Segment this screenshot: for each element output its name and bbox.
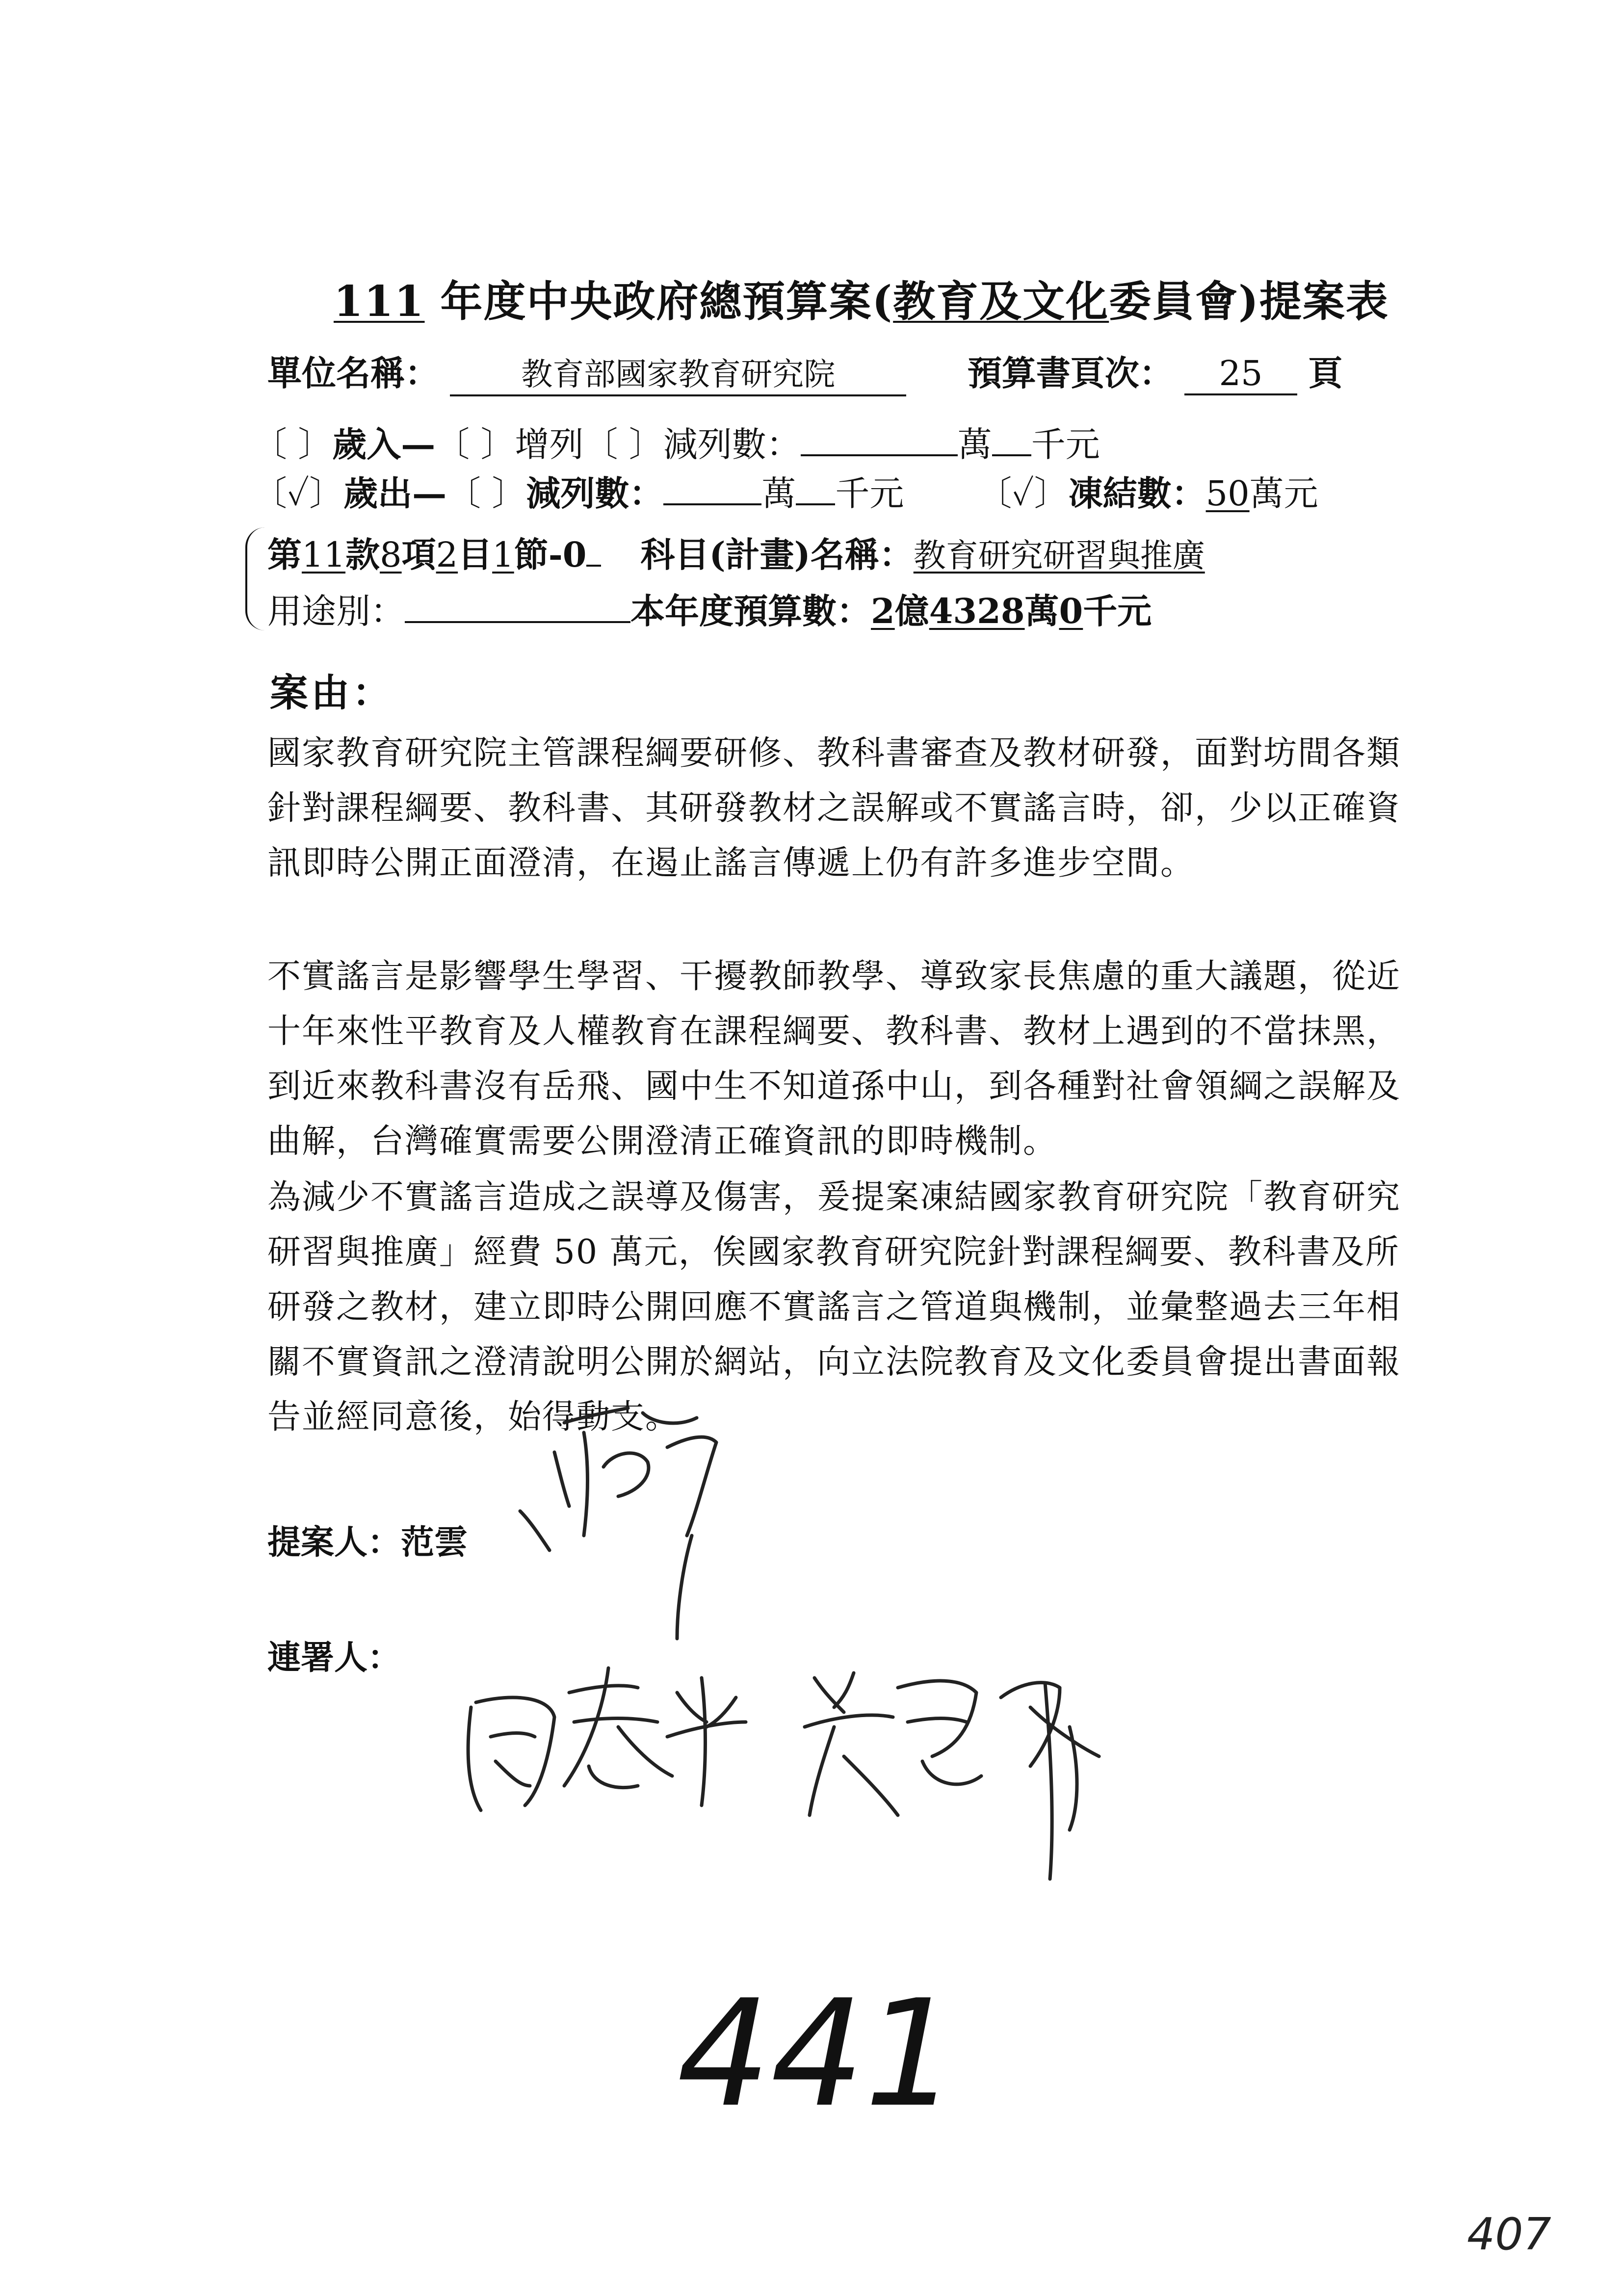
expense-decrease-checkbox: 〔 〕	[446, 473, 526, 514]
cosigner-signature-1	[468, 1668, 746, 1810]
mu-number: 2	[436, 535, 458, 575]
proposer-signature	[520, 1408, 716, 1639]
revenue-qian: 千元	[1031, 424, 1100, 465]
kuan-label: 款	[345, 534, 380, 575]
subject-label: 科目(計畫)名稱：	[640, 534, 914, 575]
kuan-number: 11	[302, 535, 346, 575]
unit-value: 教育部國家教育研究院	[450, 349, 906, 396]
proposer-name: 范雲	[401, 1523, 468, 1562]
freeze-unit: 萬元	[1249, 473, 1318, 514]
paragraph-1: 國家教育研究院主管課程綱要研修、教科書審查及教材研發，面對坊間各類針對課程綱要、教科書、其研發教材之誤解或不實謠言時，卻，少以正確資訊即時公開正面澄清，在遏止謠言傳遞上仍有許多進步空間。	[267, 734, 1401, 883]
subject-value: 教育研究研習與推廣	[913, 537, 1205, 574]
jie-label: 節-0	[514, 534, 587, 575]
title-committee: 教育及文化	[893, 277, 1109, 326]
expense-checkbox: 〔✓〕	[253, 473, 344, 514]
proposer-label: 提案人：	[267, 1523, 401, 1562]
increase-checkbox: 〔 〕	[435, 424, 515, 465]
jie-number: 1	[492, 535, 514, 575]
increase-label: 增列	[515, 424, 584, 465]
account-di: 第	[267, 534, 302, 575]
paragraph-2: 不實謠言是影響學生學習、干擾教師教學、導致家長焦慮的重大議題，從近十年來性平教育及人權教育在課程綱要、教科書、教材上遇到的不當抹黑，到近來教科書沒有岳飛、國中生不知道孫中山，到各種對社會領綱之誤解及曲解，台灣確實需要公開澄清正確資訊的即時機制。	[267, 957, 1401, 1161]
freeze-checkbox: 〔✓〕	[977, 473, 1069, 514]
wan-label: 萬	[1024, 591, 1059, 631]
budget-label: 本年度預算數：	[630, 591, 871, 631]
reason-heading: 案由：	[270, 671, 394, 715]
qian-label: 千元	[1083, 591, 1152, 631]
xiang-label: 項	[401, 534, 436, 575]
paragraph-3: 為減少不實謠言造成之誤導及傷害，爰提案凍結國家教育研究院「教育研究研習與推廣」經費 50 萬元，俟國家教育研究院針對課程綱要、教科書及所研發之教材，建立即時公開回應不實謠言之管道與機制，並彙整過去三年相關不實資訊之澄清說明公開於網站，向立法院教育及文化委員會提出書面報告並經同意後，始得動支。	[267, 1178, 1401, 1436]
qian-number: 0	[1059, 591, 1083, 631]
title-part1: 年度中央政府總預算案(	[424, 277, 893, 326]
cosigners-label: 連署人：	[267, 1638, 401, 1677]
yi-number: 2	[871, 591, 895, 631]
decrease-checkbox: 〔 〕	[583, 424, 663, 465]
cosigner-signature-2	[805, 1673, 1099, 1879]
wan-number: 4328	[929, 591, 1025, 631]
page-suffix: 頁	[1308, 353, 1343, 393]
title-part2: 委員會)提案表	[1109, 277, 1389, 326]
expense-wan: 萬	[761, 473, 796, 514]
page-value: 25	[1184, 353, 1297, 395]
corner-page-number: 407	[1467, 2209, 1551, 2260]
revenue-label: 歲入—	[332, 424, 436, 465]
expense-label: 歲出—	[343, 473, 447, 514]
purpose-label: 用途別：	[267, 591, 405, 631]
expense-qian: 千元	[835, 473, 904, 514]
expense-decrease-label: 減列數：	[526, 473, 664, 514]
freeze-value: 50	[1205, 473, 1250, 514]
revenue-checkbox: 〔 〕	[253, 424, 333, 465]
unit-label: 單位名稱：	[267, 353, 439, 393]
revenue-wan: 萬	[957, 424, 992, 465]
handwritten-page-number: 441	[677, 1968, 958, 2139]
freeze-label: 凍結數：	[1068, 473, 1206, 514]
mu-label: 目	[458, 534, 493, 575]
xiang-number: 8	[380, 535, 402, 575]
page-label: 預算書頁次：	[967, 353, 1174, 393]
revenue-decrease-label: 減列數：	[663, 424, 801, 465]
yi-label: 億	[894, 591, 929, 631]
title-year: 111	[334, 277, 425, 326]
